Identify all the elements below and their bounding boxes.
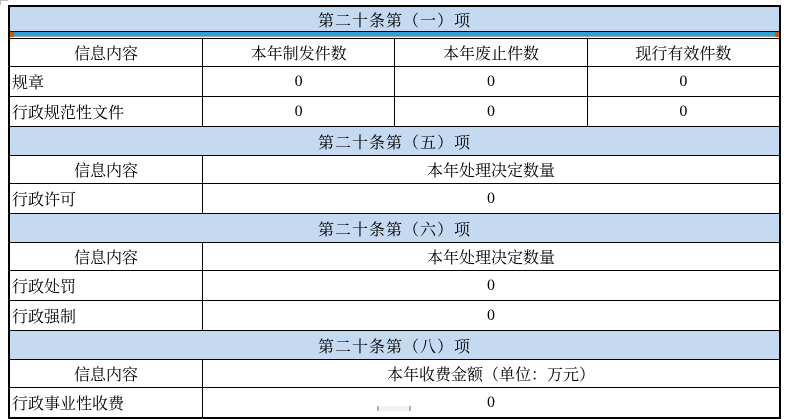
section-title: 第二十条第（五）项 — [317, 134, 471, 152]
column-header: 本年处理决定数量 — [202, 243, 779, 270]
section-title: 第二十条第（八）项 — [317, 338, 471, 356]
row-label: 规章 — [12, 75, 45, 92]
row-value: 0 — [202, 388, 779, 417]
column-header-info-content: 信息内容 — [73, 367, 138, 384]
section-title-bar — [10, 330, 779, 359]
header-row — [10, 155, 779, 183]
row-value: 0 — [202, 271, 779, 300]
disclosure-report-table — [8, 5, 781, 419]
table-row — [10, 183, 779, 213]
row-value: 0 — [202, 67, 394, 96]
accent-cap-right-icon — [775, 32, 779, 37]
table-row — [10, 270, 779, 300]
row-label: 行政许可 — [12, 192, 77, 209]
row-label: 行政规范性文件 — [12, 105, 125, 122]
row-value: 0 — [202, 97, 394, 126]
row-value: 0 — [394, 97, 586, 126]
table-section — [10, 213, 779, 330]
column-header-info-content: 信息内容 — [73, 250, 138, 267]
row-label: 行政强制 — [12, 309, 77, 326]
section-title-bar — [10, 7, 779, 31]
table-row — [10, 387, 779, 417]
row-value: 0 — [202, 301, 779, 330]
header-row — [10, 38, 779, 66]
accent-divider — [10, 31, 779, 38]
column-header: 本年废止件数 — [394, 39, 586, 66]
table-section — [10, 7, 779, 126]
table-section — [10, 126, 779, 213]
ruler-corner-mark — [0, 0, 8, 5]
row-value: 0 — [587, 67, 779, 96]
table-row — [10, 300, 779, 330]
table-row — [10, 66, 779, 96]
section-title: 第二十条第（六）项 — [317, 221, 471, 239]
row-value: 0 — [394, 67, 586, 96]
section-title-bar — [10, 213, 779, 242]
column-header: 本年制发件数 — [202, 39, 394, 66]
row-value: 0 — [587, 97, 779, 126]
table-section — [10, 330, 779, 417]
row-label: 行政事业性收费 — [12, 396, 125, 413]
column-header: 本年处理决定数量 — [202, 156, 779, 183]
row-value: 0 — [202, 184, 779, 213]
table-row — [10, 96, 779, 126]
header-row — [10, 242, 779, 270]
column-header: 现行有效件数 — [587, 39, 779, 66]
section-title: 第二十条第（一）项 — [317, 12, 471, 30]
row-label: 行政处罚 — [12, 279, 77, 296]
accent-cap-left-icon — [10, 32, 14, 37]
column-header: 本年收费金额（单位：万元） — [202, 360, 779, 387]
header-row — [10, 359, 779, 387]
column-header-info-content: 信息内容 — [73, 46, 138, 63]
column-header-info-content: 信息内容 — [73, 163, 138, 180]
horizontal-scrollbar-handle[interactable] — [377, 406, 411, 411]
section-title-bar — [10, 126, 779, 155]
